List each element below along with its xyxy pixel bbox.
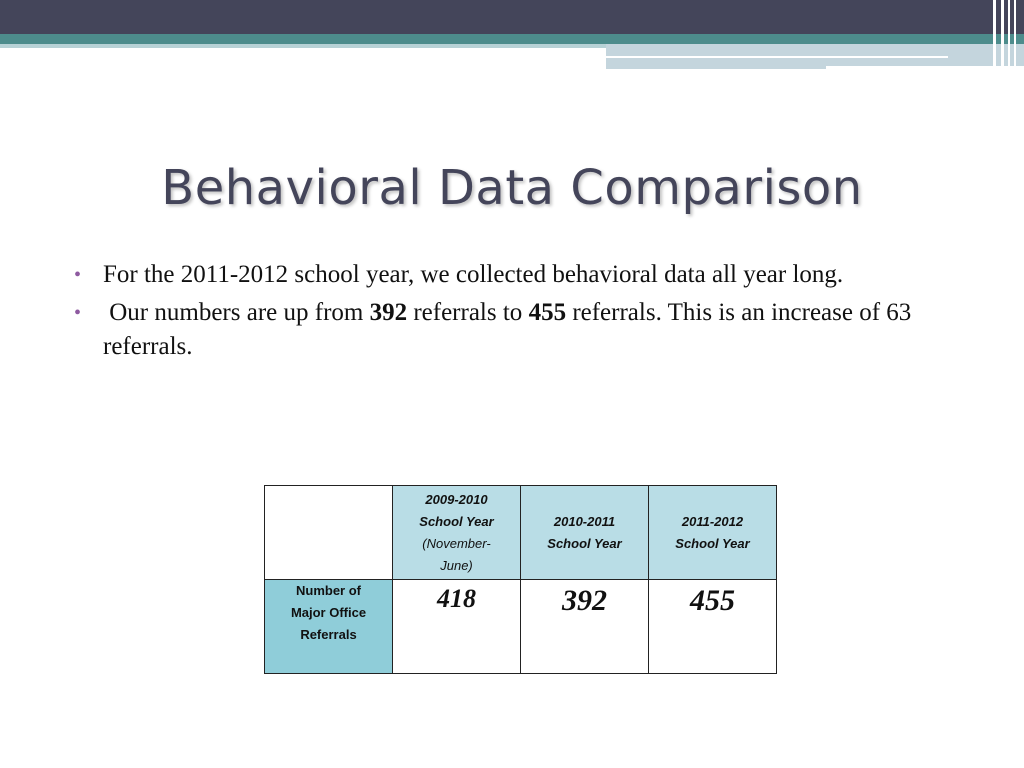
value-2010-2011: 392 [562,584,607,617]
header-year: 2011-2012 [681,513,744,529]
bullet-number-from: 392 [369,299,408,326]
table-header-2011-2012 [649,486,777,580]
header-note: June) [440,557,473,573]
bullet-list [74,258,934,368]
value-2009-2010: 418 [437,584,476,613]
banner-dark-bar [0,0,1024,34]
table-header-2009-2010 [393,486,521,580]
bullet-text-prefix: Our numbers are up from [103,299,370,326]
bullet-text: For the 2011-2012 school year, we collected behavioral data all year long. [103,261,844,288]
table-row [265,580,777,674]
header-year: 2010-2011 [553,513,616,529]
header-note: (November- [422,535,491,551]
banner-stripe [993,0,996,68]
row-header-referrals [265,580,393,674]
bullet-dot-icon: • [74,302,82,324]
bullet-text-middle: referrals to [407,299,529,326]
banner-stripe [1001,0,1004,68]
value-cell-2010-2011 [521,580,649,674]
banner-stripe [1014,0,1016,68]
banner-stripe [1008,0,1010,68]
bullet-item [74,258,934,292]
bullet-item [74,296,934,364]
header-label: School Year [675,535,750,551]
row-label-line: Number of [296,583,361,598]
value-cell-2009-2010 [393,580,521,674]
banner-light-bar [0,44,606,48]
banner-thin-line [606,66,826,69]
header-label: School Year [419,513,494,529]
row-label-line: Referrals [300,627,357,642]
table-corner-cell [265,486,393,580]
value-2011-2012: 455 [690,584,735,617]
value-cell-2011-2012 [649,580,777,674]
table-header-row [265,486,777,580]
bullet-text-suffix: referrals. This is an increase of 63 referrals. [103,299,912,360]
table-header-2010-2011 [521,486,649,580]
banner-teal-bar [0,34,1024,44]
header-label: School Year [547,535,622,551]
bullet-number-to: 455 [528,299,567,326]
banner-right-band [606,44,1024,66]
banner-white-line [606,56,948,58]
header-year: 2009-2010 [425,491,488,507]
referrals-table [264,485,777,674]
slide-title: Behavioral Data Comparison [161,160,863,216]
row-label-line: Major Office [290,605,367,620]
bullet-dot-icon: • [74,264,82,286]
